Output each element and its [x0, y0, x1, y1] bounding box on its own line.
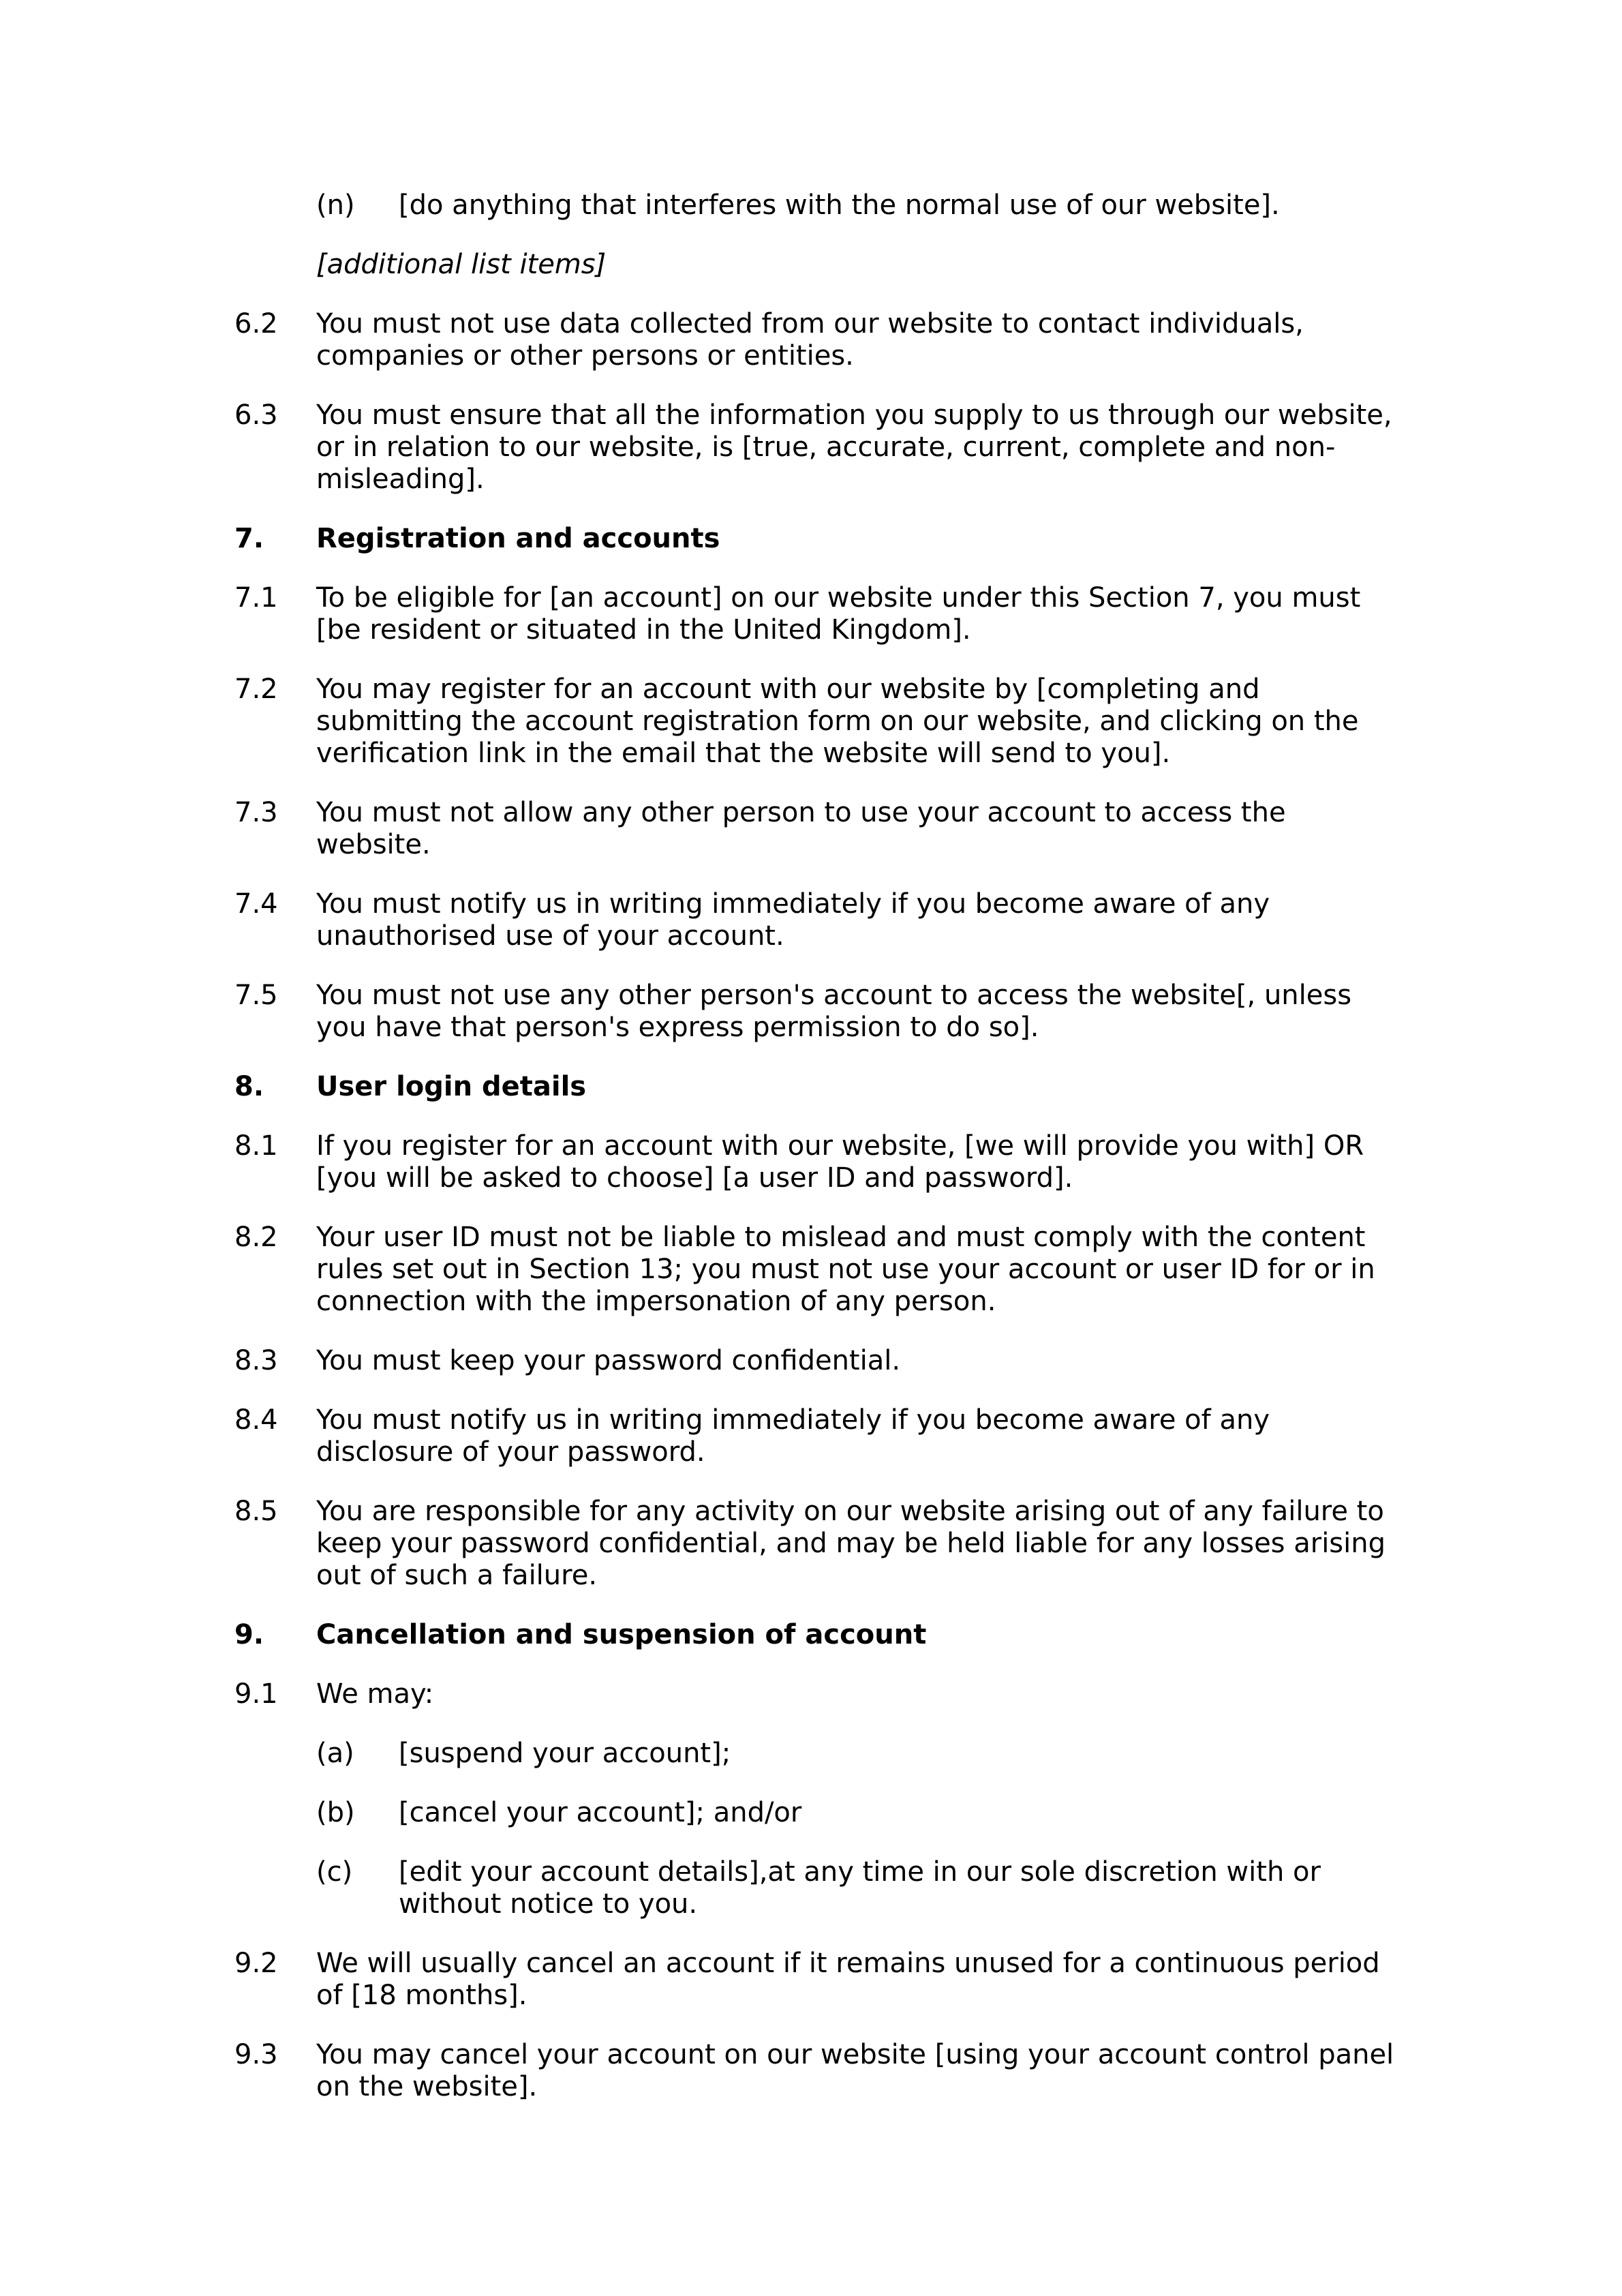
sub-item-number: (c) — [316, 1856, 353, 1888]
sub-item-number: (b) — [316, 1797, 355, 1828]
clause-number: 9.3 — [234, 2039, 278, 2070]
clause — [234, 582, 1407, 646]
clause-number: 7.5 — [234, 980, 278, 1011]
clause — [234, 308, 1407, 372]
note-text: [additional list items] — [316, 249, 607, 280]
clause-number: 8.1 — [234, 1130, 278, 1162]
clause-text: You must not use data collected from our website to contact individuals, companies or other persons or entities. — [316, 308, 1304, 372]
clause-number: 7.1 — [234, 582, 278, 614]
clause-number: 6.2 — [234, 308, 278, 339]
section-heading-number: 8. — [234, 1071, 264, 1102]
clause — [234, 399, 1407, 496]
section-heading-text: User login details — [316, 1071, 587, 1102]
sub-item — [234, 1856, 1407, 1920]
clause — [234, 674, 1407, 770]
section-heading-text: Cancellation and suspension of account — [316, 1619, 927, 1650]
section-heading-number: 9. — [234, 1619, 264, 1650]
clause-text: You must ensure that all the information you supply to us through our website, or in relation to our website, is [true, accurate, current, complete and non-misleading]. — [316, 399, 1392, 495]
clause-text: We may: — [316, 1678, 434, 1710]
clause-number: 7.4 — [234, 888, 278, 920]
sub-item-number: (n) — [316, 190, 355, 221]
clause-number: 9.1 — [234, 1678, 278, 1710]
clause — [234, 2039, 1407, 2103]
clause — [234, 1222, 1407, 1318]
clause-text: If you register for an account with our website, [we will provide you with] OR [you will be asked to choose] [a user ID and password]. — [316, 1130, 1364, 1194]
clause — [234, 1404, 1407, 1468]
editor-note — [234, 249, 1407, 281]
clause — [234, 1345, 1407, 1377]
clause — [234, 1948, 1407, 2012]
clause-number: 8.4 — [234, 1404, 278, 1436]
section-heading — [234, 1619, 1407, 1651]
sub-item-text: [do anything that interferes with the normal use of our website]. — [399, 190, 1280, 221]
clause-number: 8.5 — [234, 1496, 278, 1527]
clause-text: You must not use any other person's account to access the website[, unless you have that person's express permission to do so]. — [316, 980, 1352, 1043]
clause — [234, 980, 1407, 1044]
clause-text: We will usually cancel an account if it remains unused for a continuous period of [18 months]. — [316, 1948, 1380, 2011]
sub-item — [234, 190, 1407, 222]
sub-item-text: [edit your account details],at any time in our sole discretion with or without notice to you. — [399, 1856, 1321, 1920]
sub-item — [234, 1738, 1407, 1770]
clause-text: You may register for an account with our website by [completing and submitting the account registration form on our website, and clicking on the verification link in the email that the website will send to you]. — [316, 674, 1359, 769]
clause-number: 8.3 — [234, 1345, 278, 1376]
sub-item-text: [cancel your account]; and/or — [399, 1797, 802, 1828]
clause-number: 7.3 — [234, 797, 278, 828]
clause-text: You must notify us in writing immediately if you become aware of any disclosure of your password. — [316, 1404, 1270, 1468]
clause-text: You must keep your password confidential. — [316, 1345, 901, 1376]
clause — [234, 797, 1407, 861]
clause-text: You may cancel your account on our website [using your account control panel on the website]. — [316, 2039, 1394, 2102]
section-heading-text: Registration and accounts — [316, 523, 720, 554]
clause-text: You must notify us in writing immediately if you become aware of any unauthorised use of your account. — [316, 888, 1270, 952]
section-heading — [234, 1071, 1407, 1103]
sub-item-number: (a) — [316, 1738, 354, 1769]
clause — [234, 888, 1407, 952]
section-heading — [234, 523, 1407, 555]
clause-text: You are responsible for any activity on our website arising out of any failure to keep your password confidential, and may be held liable for any losses arising out of such a failure. — [316, 1496, 1386, 1591]
clause — [234, 1130, 1407, 1194]
clause-number: 8.2 — [234, 1222, 278, 1253]
clause-number: 9.2 — [234, 1948, 278, 1979]
sub-item-text: [suspend your account]; — [399, 1738, 731, 1769]
sub-item — [234, 1797, 1407, 1829]
document-body — [234, 190, 1407, 2130]
section-heading-number: 7. — [234, 523, 264, 554]
clause-number: 6.3 — [234, 399, 278, 431]
clause-number: 7.2 — [234, 674, 278, 705]
clause-text: You must not allow any other person to use your account to access the website. — [316, 797, 1286, 860]
clause — [234, 1678, 1407, 1710]
clause-text: To be eligible for [an account] on our website under this Section 7, you must [be resident or situated in the United Kingdom]. — [316, 582, 1361, 646]
clause — [234, 1496, 1407, 1592]
clause-text: Your user ID must not be liable to mislead and must comply with the content rules set out in Section 13; you must not use your account or user ID for or in connection with the impersonation of any person. — [316, 1222, 1375, 1317]
